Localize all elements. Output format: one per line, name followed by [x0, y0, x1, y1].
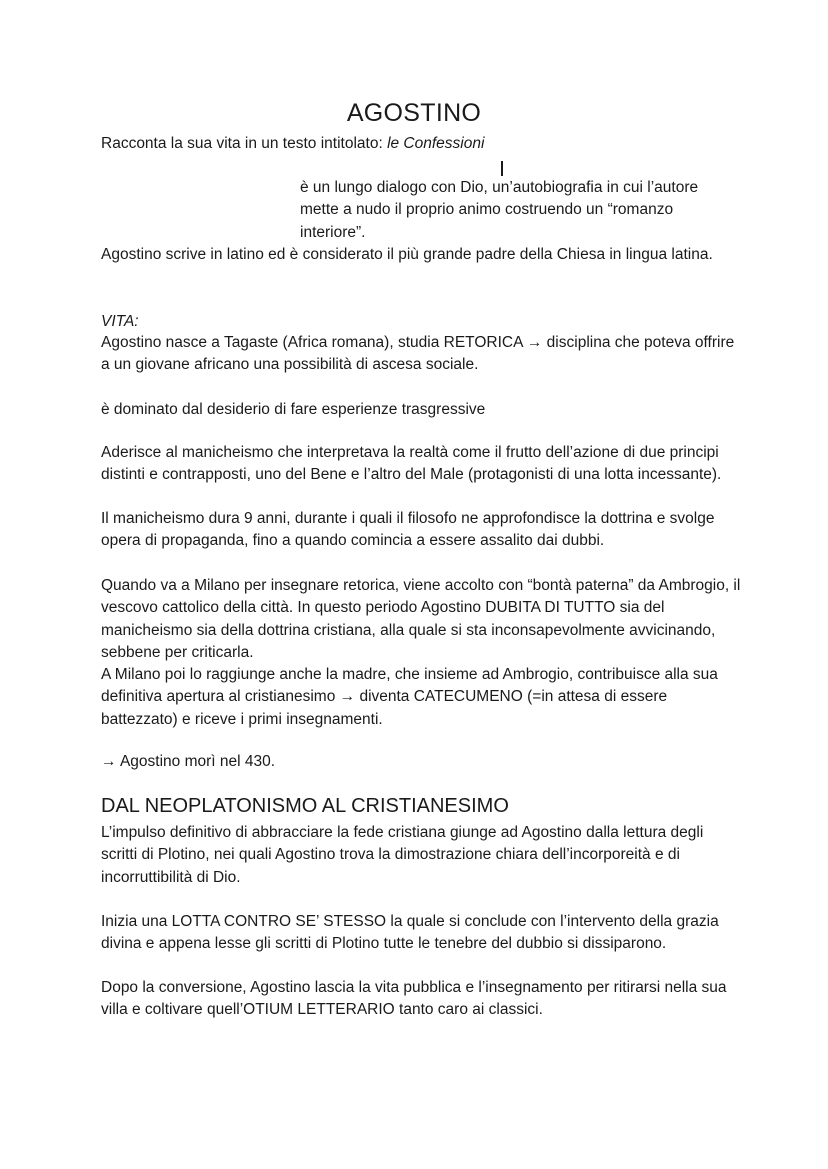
vita-paragraph-2: è dominato dal desiderio di fare esperienze trasgressive: [101, 401, 486, 418]
section2-paragraph-1: L’impulso definitivo di abbracciare la fede cristiana giunge ad Agostino dalla lettura degli scritti di Plotino, nei quali Agostino trova la dimostrazione chiara dell’incorporeità e di incorruttibilità di Dio.: [101, 824, 704, 886]
latin-paragraph: Agostino scrive in latino ed è considerato il più grande padre della Chiesa in lingua latina.: [101, 246, 713, 263]
section2-paragraph-3: Dopo la conversione, Agostino lascia la vita pubblica e l’insegnamento per ritirarsi nella sua villa e coltivare quell’OTIUM LETTERARIO tanto caro ai classici.: [101, 979, 727, 1019]
vita-paragraph-5: Quando va a Milano per insegnare retorica, viene accolto con “bontà paterna” da Ambrogio, il vescovo cattolico della città. In questo periodo Agostino DUBITA DI TUTTO sia del manicheismo sia della dottrina cristiana, alla quale si sta inconsapevolmente avvicinando, sebbene per criticarla.: [101, 577, 741, 661]
intro-work-title: le Confessioni: [387, 135, 485, 152]
vita-paragraph-3: Aderisce al manicheismo che interpretava la realtà come il frutto dell’azione di due principi distinti e contrapposti, uno del Bene e l’altro del Male (protagonisti di una lotta incessante).: [101, 444, 722, 484]
vita-paragraph-7: → Agostino morì nel 430.: [101, 753, 276, 770]
connector-line: [501, 161, 503, 176]
intro-line: [101, 133, 741, 155]
section2-paragraph-2: Inizia una LOTTA CONTRO SE’ STESSO la quale si conclude con l’intervento della grazia divina e appena lesse gli scritti di Plotino tutte le tenebre del dubbio si dissiparono.: [101, 913, 719, 953]
vita-paragraph-4: Il manicheismo dura 9 anni, durante i quali il filosofo ne approfondisce la dottrina e svolge opera di propaganda, fino a quando comincia a essere assalito dai dubbi.: [101, 510, 715, 550]
vita-heading: VITA:: [101, 313, 139, 330]
page-title: AGOSTINO: [346, 99, 482, 127]
section-heading: DAL NEOPLATONISMO AL CRISTIANESIMO: [101, 795, 509, 817]
confessioni-note: è un lungo dialogo con Dio, un’autobiografia in cui l’autore mette a nudo il proprio animo costruendo un “romanzo interiore”.: [300, 179, 699, 241]
vita-paragraph-1: Agostino nasce a Tagaste (Africa romana), studia RETORICA → disciplina che poteva offrire a un giovane africano una possibilità di ascesa sociale.: [101, 334, 735, 374]
intro-lead: Racconta la sua vita in un testo intitolato:: [101, 135, 388, 152]
vita-paragraph-6: A Milano poi lo raggiunge anche la madre, che insieme ad Ambrogio, contribuisce alla sua definitiva apertura al cristianesimo → diventa CATECUMENO (=in attesa di essere battezzato) e riceve i primi insegnamenti.: [101, 666, 718, 728]
